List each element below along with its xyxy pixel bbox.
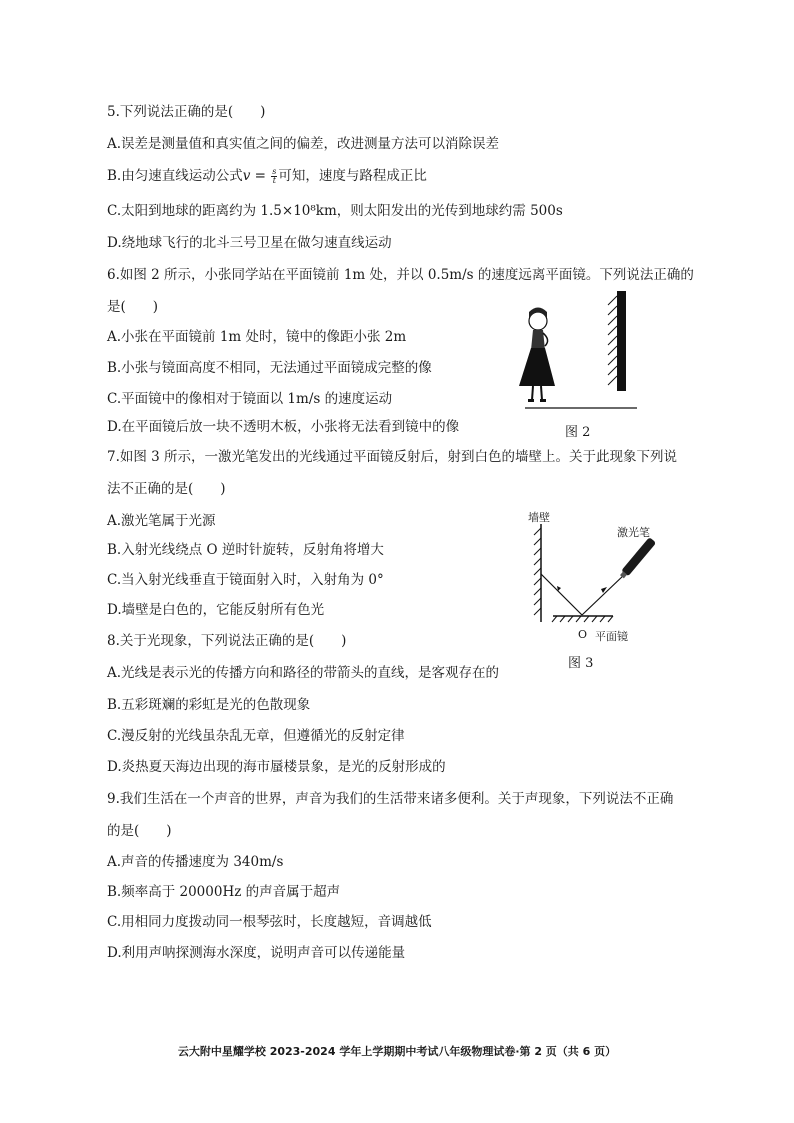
fraction-numerator: s — [272, 167, 277, 176]
question-5-option-b — [107, 167, 427, 185]
option-b-prefix: B. — [107, 168, 122, 184]
option-b-text-after: 可知，速度与路程成正比 — [278, 168, 427, 184]
question-6-option-b: B.小张与镜面高度不相同，无法通过平面镜成完整的像 — [107, 360, 432, 376]
question-6-option-a: A.小张在平面镜前 1m 处时，镜中的像距小张 2m — [107, 329, 407, 345]
fraction-denominator: t — [272, 176, 276, 185]
question-6-stem: 6.如图 2 所示，小张同学站在平面镜前 1m 处，并以 0.5m/s 的速度远离平面镜。下列说法正确的 — [107, 267, 694, 283]
wall-hatching — [534, 528, 541, 615]
mirror-hatching — [552, 616, 613, 622]
question-8-option-c: C.漫反射的光线虽杂乱无章，但遵循光的反射定律 — [107, 728, 405, 744]
question-6-option-c: C.平面镜中的像相对于镜面以 1m/s 的速度运动 — [107, 391, 393, 407]
laser-pen — [619, 537, 657, 580]
laser-pen-label: 激光笔 — [617, 526, 650, 539]
option-b-text-before: 由匀速直线运动公式 — [121, 168, 243, 184]
question-5-option-a: A.误差是测量值和真实值之间的偏差，改进测量方法可以消除误差 — [107, 136, 500, 152]
figure-2-caption: 图 2 — [565, 425, 591, 440]
figure-3-drawing — [525, 518, 665, 630]
question-5-option-d: D.绕地球飞行的北斗三号卫星在做匀速直线运动 — [107, 235, 392, 251]
formula-fraction — [271, 168, 277, 185]
question-9-option-a: A.声音的传播速度为 340m/s — [107, 854, 284, 870]
mirror-label: 平面镜 — [595, 630, 628, 643]
question-7-option-c: C.当入射光线垂直于镜面射入时，入射角为 0° — [107, 572, 384, 588]
wall-label: 墙壁 — [528, 511, 550, 524]
question-7-stem-continued: 法不正确的是( ) — [107, 481, 226, 497]
equals-sign: = — [250, 168, 271, 184]
question-9-stem-continued: 的是( ) — [107, 823, 172, 839]
question-7-option-d: D.墙壁是白色的，它能反射所有色光 — [107, 602, 325, 618]
question-7-option-a: A.激光笔属于光源 — [107, 513, 216, 529]
velocity-symbol: v — [242, 168, 251, 184]
question-9-option-c: C.用相同力度拨动同一根琴弦时，长度越短，音调越低 — [107, 914, 432, 930]
question-8-stem: 8.关于光现象，下列说法正确的是( ) — [107, 633, 347, 649]
question-7-stem: 7.如图 3 所示，一激光笔发出的光线通过平面镜反射后，射到白色的墙壁上。关于此现象下列说 — [107, 449, 678, 465]
question-8-option-b: B.五彩斑斓的彩虹是光的色散现象 — [107, 697, 311, 713]
incident-ray — [582, 574, 625, 615]
figure-2-drawing — [505, 288, 645, 413]
question-6-stem-continued: 是( ) — [107, 299, 159, 315]
girl-figure — [519, 308, 555, 403]
question-8-option-a: A.光线是表示光的传播方向和路径的带箭头的直线，是客观存在的 — [107, 665, 500, 681]
page-footer: 云大附中星耀学校 2023-2024 学年上学期期中考试八年级物理试卷·第 2 页（共 6 页） — [177, 1045, 617, 1058]
question-9-option-d: D.利用声呐探测海水深度，说明声音可以传递能量 — [107, 945, 406, 961]
question-9-option-b: B.频率高于 20000Hz 的声音属于超声 — [107, 884, 341, 900]
question-6-option-d: D.在平面镜后放一块不透明木板，小张将无法看到镜中的像 — [107, 419, 460, 435]
mirror-hatching — [608, 296, 617, 385]
mirror-back — [617, 291, 626, 391]
reflected-ray — [541, 574, 582, 615]
question-5-option-c: C.太阳到地球的距离约为 1.5×10⁸km，则太阳发出的光传到地球约需 500s — [107, 203, 563, 219]
figure-3-caption: 图 3 — [568, 656, 594, 671]
question-8-option-d: D.炎热夏天海边出现的海市蜃楼景象，是光的反射形成的 — [107, 759, 446, 775]
question-5-stem: 5.下列说法正确的是( ) — [107, 104, 266, 120]
question-7-option-b: B.入射光线绕点 O 逆时针旋转，反射角将增大 — [107, 542, 384, 558]
question-9-stem: 9.我们生活在一个声音的世界，声音为我们的生活带来诸多便利。关于声现象，下列说法不正确 — [107, 791, 674, 807]
point-o-label: O — [578, 628, 588, 641]
